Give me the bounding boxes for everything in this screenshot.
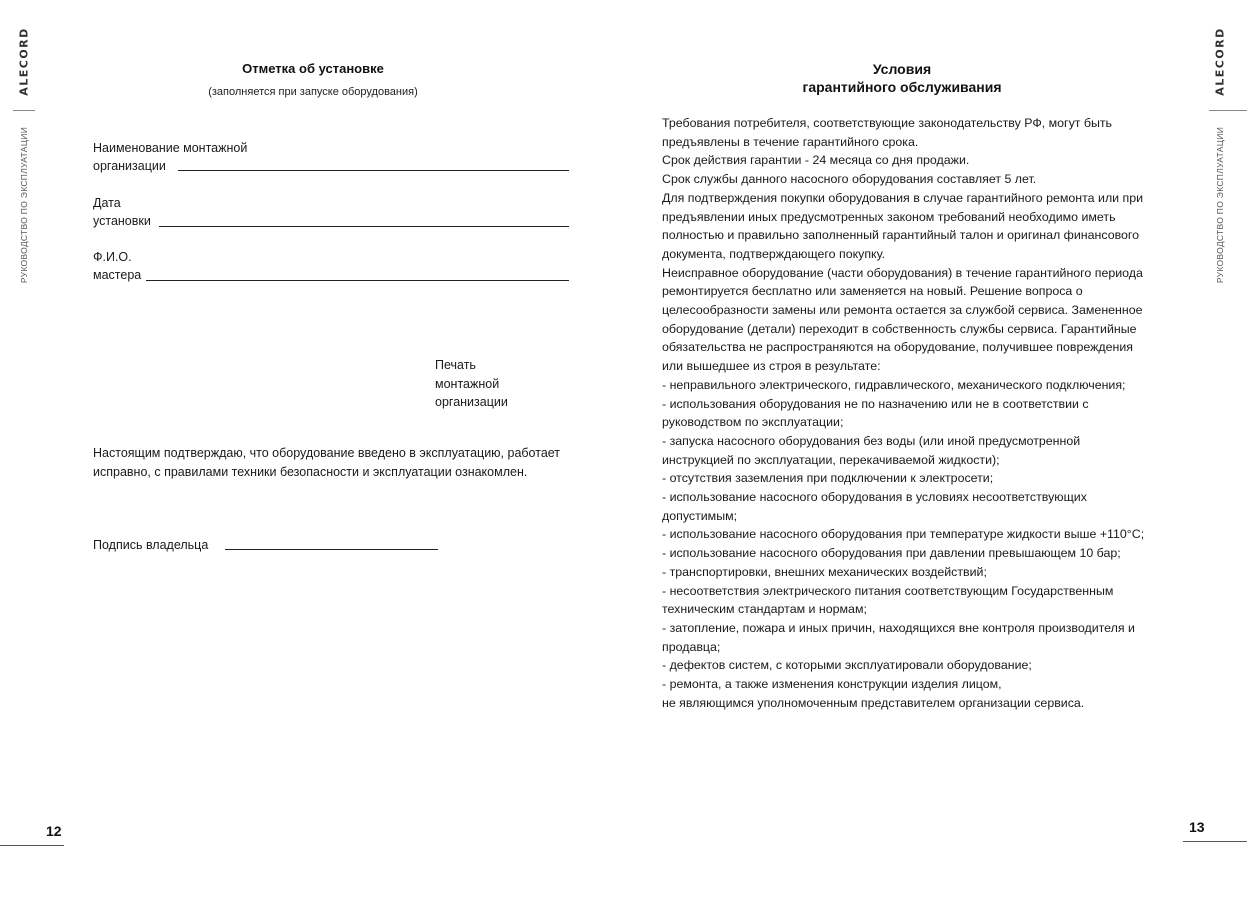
brand-logo-right: ALECORD xyxy=(1213,27,1227,96)
warranty-paragraph: Срок действия гарантии - 24 месяца со дня продажи. xyxy=(662,153,970,168)
warranty-exclusion: - транспортировки, внешних механических воздействий; xyxy=(662,564,987,579)
warranty-exclusion: - использование насосного оборудования в условиях несоответствующих допустимым; xyxy=(662,490,1087,523)
signature-label: Подпись владельца xyxy=(93,538,209,552)
field-master-label: Ф.И.О. мастера xyxy=(93,250,142,282)
warranty-body xyxy=(662,114,1147,713)
warranty-exclusion: - использование насосного оборудования при давлении превышающем 10 бар; xyxy=(662,546,1121,561)
field-organization-line[interactable] xyxy=(178,170,569,171)
stamp-label: Печать монтажной организации xyxy=(435,358,508,409)
warranty-exclusion: - запуска насосного оборудования без воды (или иной предусмотренной инструкцией по эксплуатации, перекачиваемой жидкости); xyxy=(662,433,1081,467)
page-rule-right xyxy=(1183,841,1247,842)
warranty-paragraph: Для подтверждения покупки оборудования в случае гарантийного ремонта или при предъявлении иных предусмотренных законом требований необходимо иметь полностью и правильно заполненный гарантийный талон и оригинал финансового документа, подтверждающего покупку. xyxy=(662,190,1144,261)
page-number-left: 12 xyxy=(46,823,62,839)
installation-title: Отметка об установке xyxy=(242,61,384,76)
warranty-title: Условия гарантийного обслуживания xyxy=(802,61,1002,95)
field-date-line[interactable] xyxy=(159,226,569,227)
warranty-exclusion: - несоответствия электрического питания соответствующим Государственным техническим стандартам и нормам; xyxy=(662,583,1114,617)
warranty-exclusion: - дефектов систем, с которыми эксплуатировали оборудование; xyxy=(662,658,1032,673)
warranty-paragraph: Требования потребителя, соответствующие законодательству РФ, могут быть предъявлены в течение гарантийного срока. xyxy=(662,116,1113,149)
field-date-label: Дата установки xyxy=(93,196,151,228)
warranty-exclusion: - неправильного электрического, гидравлического, механического подключения; xyxy=(662,377,1126,392)
installation-note: (заполняется при запуске оборудования) xyxy=(208,86,418,98)
signature-line[interactable] xyxy=(225,549,438,550)
running-title-left: РУКОВОДСТВО ПО ЭКСПЛУАТАЦИИ xyxy=(19,126,29,284)
field-organization-label: Наименование монтажной организации xyxy=(93,141,248,173)
warranty-exclusion: - отсутствия заземления при подключении к электросети; xyxy=(662,471,994,486)
warranty-exclusion: - использования оборудования не по назначению или не в соответствии с руководством по эксплуатации; xyxy=(662,396,1089,430)
field-master-line[interactable] xyxy=(146,280,569,281)
confirmation-text: Настоящим подтверждаю, что оборудование введено в эксплуатацию, работает исправно, с правилами техники безопасности и эксплуатации ознакомлен. xyxy=(93,446,561,479)
warranty-paragraph: Неисправное оборудование (части оборудования) в течение гарантийного периода ремонтируется бесплатно или заменяется на новый. Решение вопроса о целесообразности замены или ремонта остается за службой сервиса. Замененное оборудование (детали) переходит в собственность службы сервиса. Гарантийные обязательства не распространяются на оборудование, получившее повреждения или вышедшее из строя в результате: xyxy=(662,265,1143,374)
running-title-right: РУКОВОДСТВО ПО ЭКСПЛУАТАЦИИ xyxy=(1215,126,1225,284)
warranty-exclusion: - затопление, пожара и иных причин, находящихся вне контроля производителя и продавца; xyxy=(662,620,1135,654)
brand-logo-left: ALECORD xyxy=(17,27,31,96)
warranty-exclusion: - использование насосного оборудования при температуре жидкости выше +110°С; xyxy=(662,527,1145,542)
page-number-right: 13 xyxy=(1189,819,1205,835)
warranty-paragraph: Срок службы данного насосного оборудования составляет 5 лет. xyxy=(662,172,1037,187)
page-rule-left xyxy=(0,845,64,846)
warranty-exclusion: не являющимся уполномоченным представителем организации сервиса. xyxy=(662,695,1085,710)
warranty-exclusion: - ремонта, а также изменения конструкции изделия лицом, xyxy=(662,677,1002,692)
